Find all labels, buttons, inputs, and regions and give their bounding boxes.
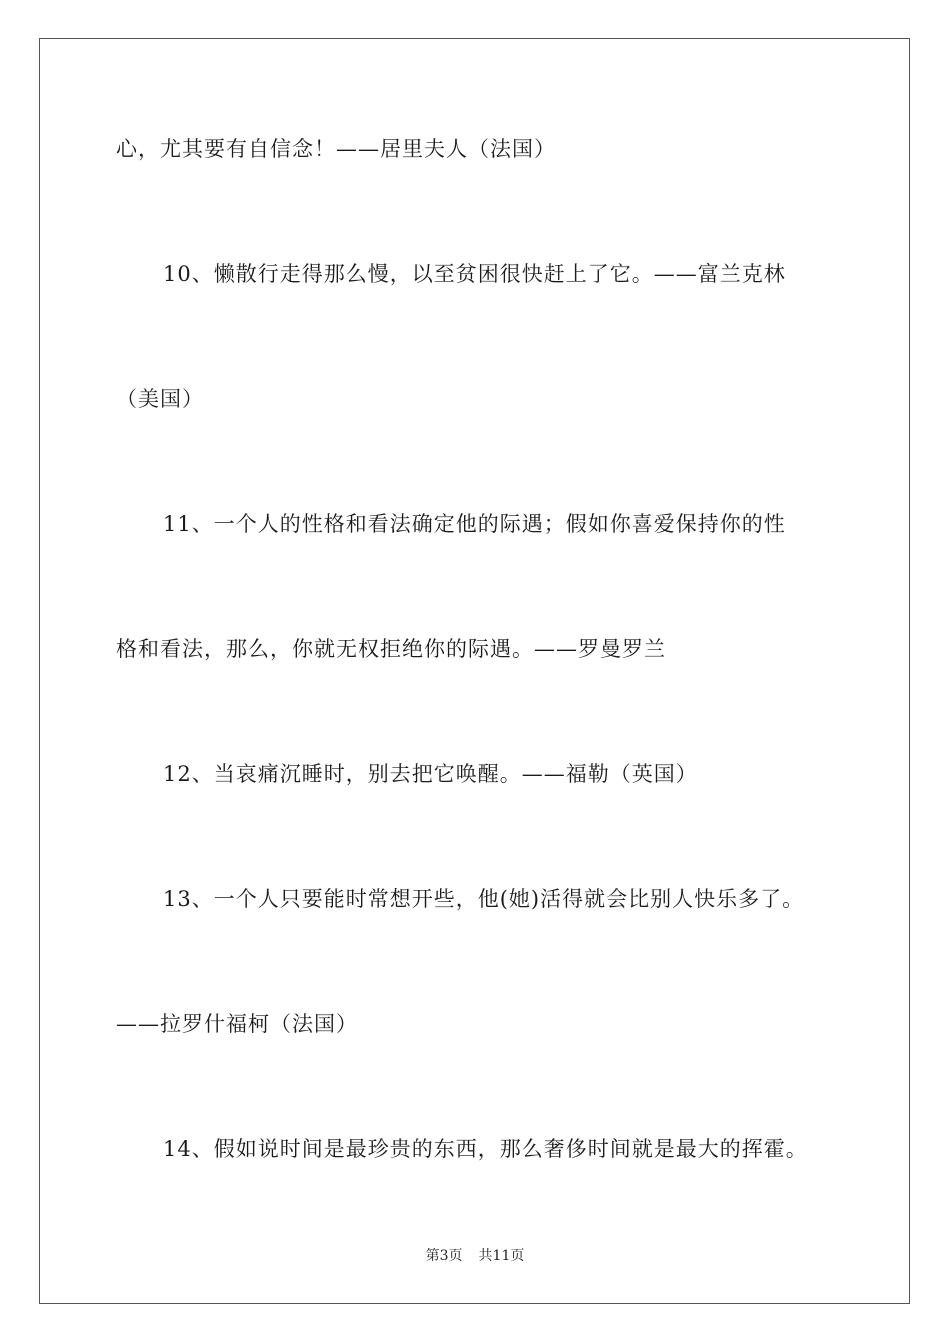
text-line-6: 12、当哀痛沉睡时，别去把它唤醒。——福勒（英国） — [163, 762, 698, 786]
page-number: 第3页 — [425, 1248, 463, 1264]
text-line-4: 11、一个人的性格和看法确定他的际遇；假如你喜爱保持你的性 — [163, 512, 786, 536]
text-line-9: 14、假如说时间是最珍贵的东西，那么奢侈时间就是最大的挥霍。 — [163, 1137, 808, 1161]
page-frame — [39, 38, 910, 1304]
text-line-8: ——拉罗什福柯（法国） — [116, 1012, 358, 1036]
text-line-1: 心，尤其要有自信念！——居里夫人（法国） — [116, 137, 556, 161]
page-footer — [0, 1246, 950, 1266]
text-line-5: 格和看法，那么，你就无权拒绝你的际遇。——罗曼罗兰 — [116, 637, 666, 661]
text-line-2: 10、懒散行走得那么慢，以至贫困很快赶上了它。——富兰克林 — [163, 262, 786, 286]
text-line-7: 13、一个人只要能时常想开些，他(她)活得就会比别人快乐多了。 — [163, 887, 805, 911]
page-total: 共11页 — [478, 1248, 525, 1264]
text-line-3: （美国） — [116, 387, 204, 411]
